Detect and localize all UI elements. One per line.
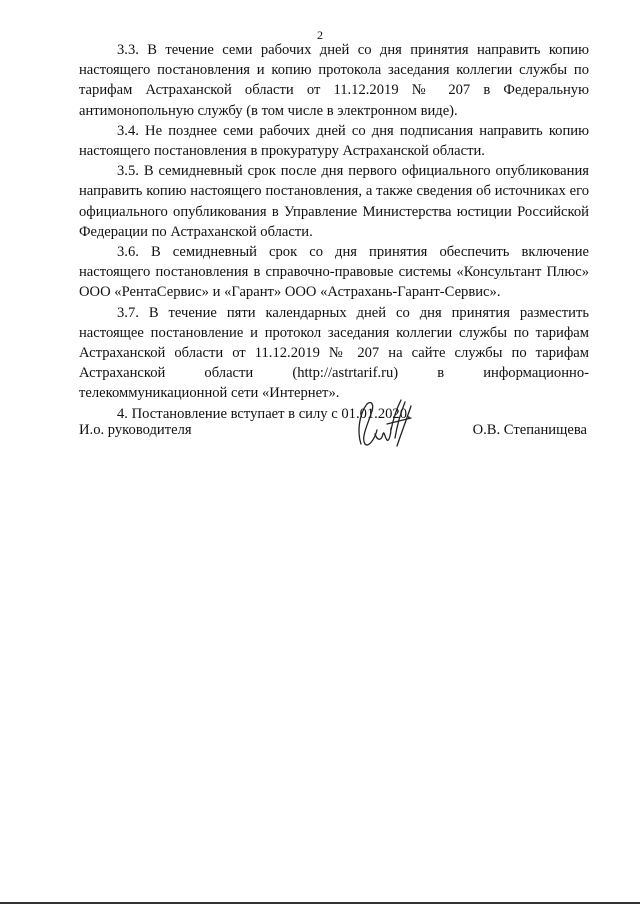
signatory-title: И.о. руководителя <box>79 422 192 438</box>
handwritten-signature <box>351 394 417 454</box>
page-number: 2 <box>317 28 323 42</box>
signature-block <box>79 422 589 446</box>
paragraph-3-6: 3.6. В семидневный срок со дня принятия обеспечить включение настоящего постановления в справочно-правовые системы «Консультант Плюс» ООО «РентаСервис» и «Гарант» ООО «Астрахань-Гарант-Сервис». <box>79 244 589 301</box>
document-body <box>79 40 589 424</box>
paragraph-3-3: 3.3. В течение семи рабочих дней со дня принятия направить копию настоящего постановления и копию протокола заседания коллегии службы по тарифам Астраханской области от 11.12.2019 № 207 в Федеральную антимонопольную службу (в том числе в электронном виде). <box>79 42 589 119</box>
paragraph-3-7: 3.7. В течение пяти календарных дней со дня принятия разместить настоящее постановление и протокол заседания коллегии службы по тарифам Астраханской области от 11.12.2019 № 207 на сайте службы по тарифам Астраханской области (http://astrtarif.ru) в информационно-телекоммуникационной сети «Интернет». <box>79 304 589 402</box>
signatory-name: О.В. Степанищева <box>472 422 587 438</box>
paragraph-3-4: 3.4. Не позднее семи рабочих дней со дня подписания направить копию настоящего постановления в прокуратуру Астраханской области. <box>79 122 589 160</box>
page-bottom-edge <box>0 902 640 904</box>
paragraph-4: 4. Постановление вступает в силу с 01.01.2020. <box>117 405 411 422</box>
paragraph-3-5: 3.5. В семидневный срок после дня первого официального опубликования направить копию настоящего постановления, а также сведения об источниках его официального опубликования в Управление Министерства юстиции Российской Федерации по Астраханской области. <box>79 163 589 240</box>
